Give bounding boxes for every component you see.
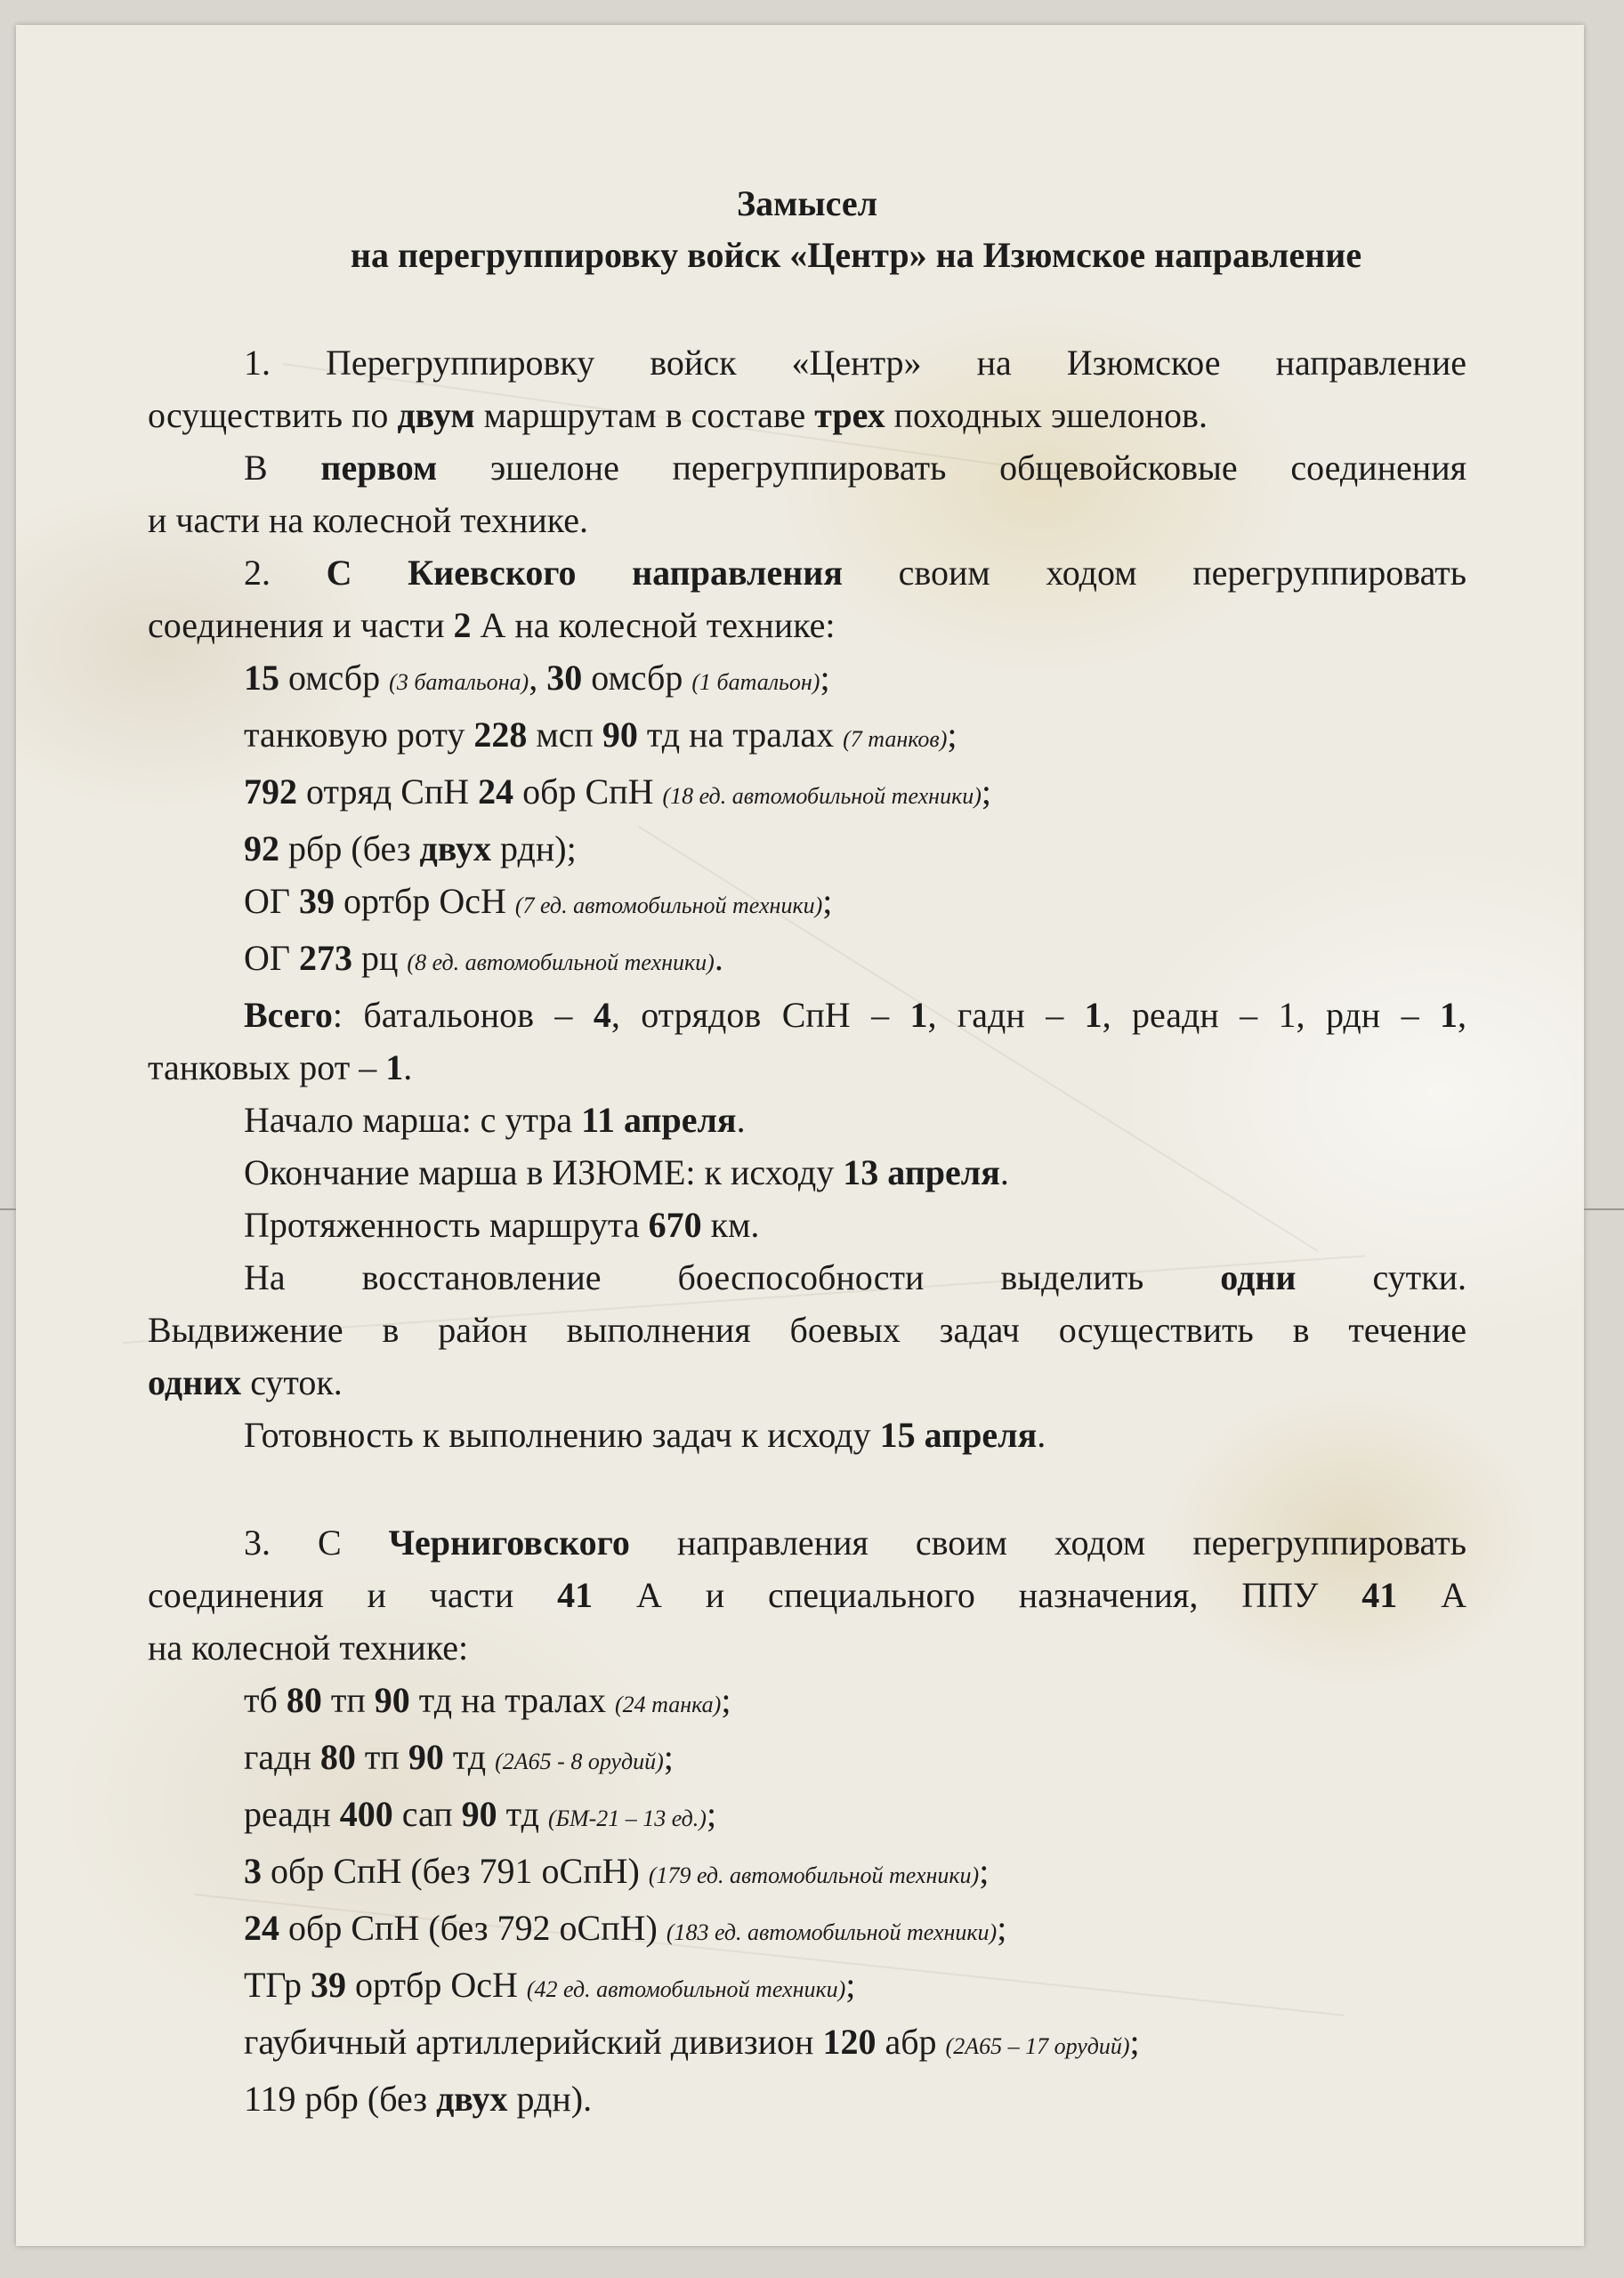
text: соединения и части [148,1575,558,1615]
spacer [148,281,1466,336]
text: , отрядов СпН – [610,995,910,1035]
text: . [736,1100,746,1140]
text: ортбр ОсН [335,881,515,921]
text: гаубичный артиллерийский дивизион [244,2022,823,2062]
text: тд [497,1794,548,1834]
text: ; [822,881,833,921]
text-bold: 3 [244,1851,262,1891]
text-bold: 24 [244,1908,279,1948]
text: ; [820,658,830,698]
text: ; [663,1737,674,1777]
text: тд на тралах [409,1680,615,1720]
text: тп [321,1680,375,1720]
restore-paragraph-end [148,1356,1466,1409]
text: ; [845,1965,856,2005]
note-text: (БМ-21 – 13 ед.) [547,1805,707,1831]
text: ; [947,715,957,755]
text: Выдвижение в район выполнения боевых задач осуществить в течение [148,1310,1466,1350]
text: . [999,1152,1009,1192]
unit-list-chernihiv [148,1674,1466,2125]
note-text: (183 ед. автомобильной техники) [666,1919,998,1945]
note-text: (2А65 - 8 орудий) [495,1749,664,1774]
text-bold: одни [1220,1257,1297,1297]
text-bold: 15 апреля [879,1415,1038,1455]
text-bold: 1 [909,995,928,1035]
text-bold: 90 [602,715,638,755]
list-item [148,1788,1466,1845]
restore-paragraph [148,1251,1466,1304]
text: эшелоне перегруппировать общевойсковые соединения [437,448,1466,488]
text-bold: 273 [299,938,353,978]
note-text: (7 ед. автомобильной техники) [514,893,823,918]
text-bold: 11 апреля [581,1100,737,1140]
text-bold: двум [397,395,475,435]
text: сутки. [1296,1257,1466,1297]
text: 3. С [244,1523,389,1563]
text: . [403,1047,413,1087]
list-item [148,1731,1466,1788]
text: танковых рот – [148,1047,386,1087]
text-bold: 400 [339,1794,393,1834]
text: ; [997,1908,1007,1948]
text: танковую роту [244,715,474,755]
note-text: (42 ед. автомобильной техники) [526,1976,846,2002]
text: . [714,938,723,978]
text-bold: 41 [1361,1575,1398,1615]
text: Окончание марша в ИЗЮМЕ: к исходу [244,1152,844,1192]
text: на колесной технике: [148,1628,469,1668]
paragraph-3-cont [148,1569,1466,1621]
text-bold: 92 [244,828,279,868]
text: тб [244,1680,287,1720]
text-bold: 39 [311,1965,347,2005]
total-line-cont [148,1041,1466,1094]
text: своим ходом перегруппировать [842,553,1467,593]
march-start [148,1094,1466,1146]
paragraph-2-cont [148,599,1466,651]
text: ; [721,1680,731,1720]
paragraph-1b-cont [148,494,1466,546]
text: ; [981,771,992,812]
text: ТГр [244,1965,311,2005]
text: тд [443,1737,496,1777]
readiness-line [148,1409,1466,1461]
text: ортбр ОсН [346,1965,527,2005]
text: соединения и части [148,605,454,645]
text: В [244,448,321,488]
text-bold: 90 [461,1794,497,1834]
text: 1. Перегруппировку войск «Центр» на Изюмское направление [244,343,1466,383]
paragraph-3 [148,1516,1466,1569]
list-item [148,1902,1466,1959]
note-text: (24 танка) [615,1692,722,1717]
text-bold: 30 [546,658,583,698]
text: реадн [244,1794,340,1834]
list-item [148,2072,1466,2125]
text-bold: 15 [244,658,279,698]
background-line [1584,1208,1624,1210]
text: Протяженность маршрута [244,1205,649,1245]
text-bold: Черниговского [388,1523,630,1563]
text-bold: 1 [1084,995,1103,1035]
text: обр СпН (без 791 оСпН) [262,1851,649,1891]
text-bold: 13 апреля [843,1152,1000,1192]
text-bold: первом [320,448,438,488]
text-bold: 24 [478,771,514,812]
text: мсп [527,715,602,755]
route-length [148,1199,1466,1251]
text-bold: двух [436,2079,508,2119]
text: ; [979,1851,990,1891]
text: А [1397,1575,1466,1615]
text: Начало марша: с утра [244,1100,582,1140]
text-bold: 39 [299,881,335,921]
text: сап [392,1794,462,1834]
text-bold: С Киевского направления [326,553,843,593]
note-text: (8 ед. автомобильной техники) [407,949,715,975]
list-item [148,2015,1466,2072]
paragraph-1b [148,441,1466,494]
text: ОГ [244,881,300,921]
note-text: (1 батальон) [691,669,820,695]
text: обр СпН (без 792 оСпН) [279,1908,667,1948]
text-bold: одних [148,1362,242,1402]
text: осуществить по [148,395,398,435]
text: км. [701,1205,760,1245]
text-bold: 670 [648,1205,702,1245]
list-item [148,932,1466,989]
background-line [0,1208,16,1210]
text: А на колесной технике: [471,605,836,645]
text-bold: трех [814,395,885,435]
note-text: (7 танков) [843,726,948,752]
text: , [1458,995,1466,1035]
text-bold: 120 [822,2022,877,2062]
list-item [148,1674,1466,1731]
list-item [148,1845,1466,1902]
paragraph-1-cont [148,389,1466,441]
text: А и специального назначения, ППУ [593,1575,1362,1615]
text: : батальонов – [332,995,594,1035]
text: гадн [244,1737,320,1777]
text-bold: Всего [244,995,333,1035]
text-bold: 4 [593,995,611,1035]
text: обр СпН [513,771,663,812]
text-bold: 1 [1440,995,1458,1035]
text: Готовность к выполнению задач к исходу [244,1415,880,1455]
note-text: (18 ед. автомобильной техники) [662,783,982,809]
text: 2. [244,553,327,593]
text: На восстановление боеспособности выделить [244,1257,1221,1297]
text: рбр (без [279,828,420,868]
text-bold: 80 [319,1737,356,1777]
text: тд на тралах [637,715,844,755]
total-line [148,989,1466,1041]
text-bold: 90 [408,1737,444,1777]
text: , [529,658,547,698]
text: суток. [241,1362,343,1402]
text: , реадн – 1, рдн – [1102,995,1440,1035]
spacer [148,1461,1466,1516]
text-bold: 41 [557,1575,594,1615]
document-body [148,178,1466,2125]
text-bold: двух [419,828,492,868]
text: ОГ [244,938,300,978]
text: 119 рбр (без [244,2079,437,2119]
paragraph-1 [148,336,1466,389]
paragraph-2 [148,546,1466,599]
list-item [148,708,1466,765]
text: направления своим ходом перегруппировать [629,1523,1466,1563]
list-item [148,822,1466,875]
text: тп [355,1737,408,1777]
text: рц [352,938,408,978]
text-bold: 90 [374,1680,410,1720]
note-text: (179 ед. автомобильной техники) [648,1862,980,1888]
document-subtitle: на перегруппировку войск «Центр» на Изюмское направление [350,235,1362,275]
text: ; [706,1794,717,1834]
text: маршрутам в составе [474,395,815,435]
list-item [148,765,1466,822]
note-text: (3 батальона) [389,669,529,695]
text-bold: 792 [244,771,297,812]
march-end [148,1146,1466,1199]
text-bold: 80 [286,1680,322,1720]
text-bold: 2 [453,605,472,645]
note-text: (2А65 – 17 орудий) [945,2033,1130,2059]
text: омсбр [582,658,692,698]
text: рдн). [507,2079,593,2119]
paragraph-3-end [148,1621,1466,1674]
text: и части на колесной технике. [148,500,588,540]
text: рдн); [491,828,577,868]
text: омсбр [279,658,390,698]
list-item [148,651,1466,708]
text: походных эшелонов. [885,395,1208,435]
list-item [148,875,1466,932]
text-bold: 1 [385,1047,404,1087]
text: , гадн – [927,995,1085,1035]
document-title: Замысел [736,183,878,223]
list-item [148,1959,1466,2015]
text: . [1037,1415,1046,1455]
text: ; [1129,2022,1140,2062]
text-bold: 228 [473,715,528,755]
text: отряд СпН [297,771,479,812]
text: абр [876,2022,946,2062]
restore-paragraph-cont [148,1304,1466,1356]
unit-list-kiev [148,651,1466,989]
